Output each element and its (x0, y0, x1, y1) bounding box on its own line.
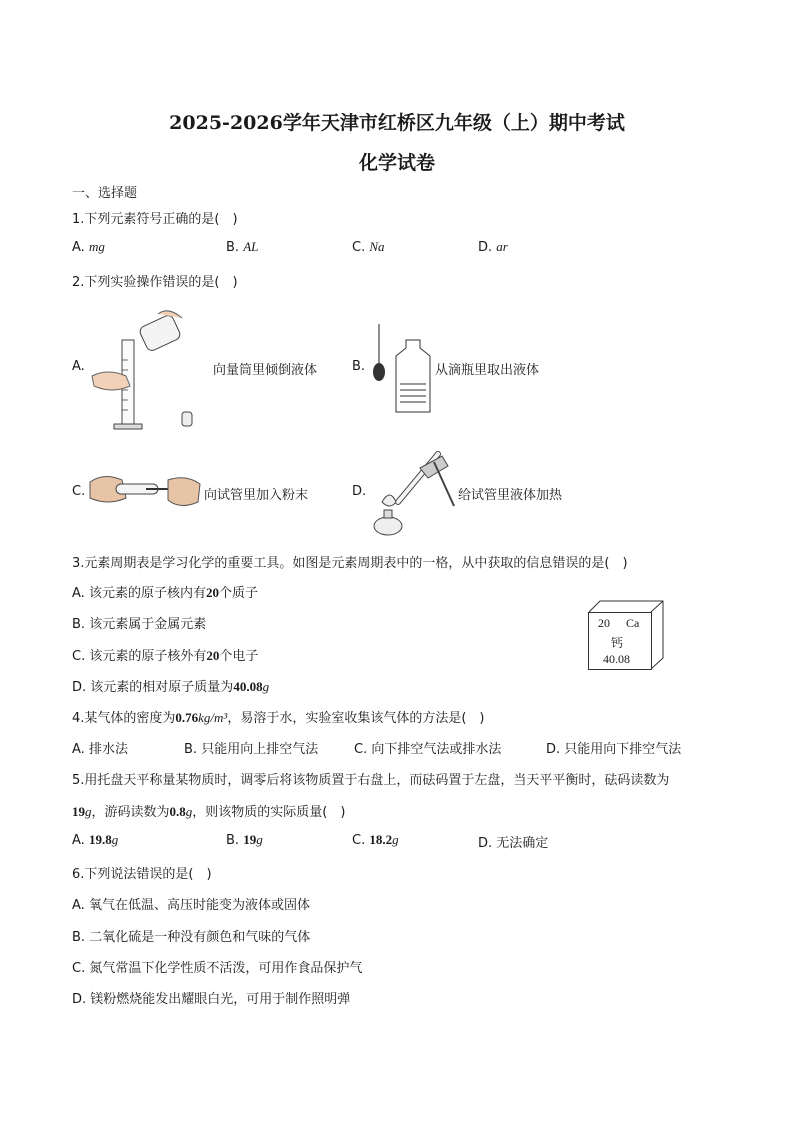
q6-option-d[interactable]: D. 镁粉燃烧能发出耀眼白光，可用于制作照明弹 (72, 992, 351, 1007)
q2-option-a-text: 向量筒里倾倒液体 (213, 363, 318, 378)
q3-option-a[interactable]: A. 该元素的原子核内有20个质子 (72, 585, 258, 601)
test-tube-heating-icon (368, 444, 456, 540)
q6-option-a[interactable]: A. 氧气在低温、高压时能变为液体或固体 (72, 898, 310, 913)
q1-option-b[interactable]: B. AL (226, 239, 259, 255)
q1-option-c[interactable]: C. Na (352, 239, 385, 255)
q4-option-d[interactable]: D. 只能用向下排空气法 (546, 742, 682, 757)
question-6-stem: 6.下列说法错误的是( ) (72, 867, 212, 882)
page-subtitle: 化学试卷 (358, 152, 435, 174)
atomic-mass: 40.08 (603, 652, 630, 666)
q3-option-b[interactable]: B. 该元素属于金属元素 (72, 617, 207, 632)
atomic-number: 20 (598, 616, 610, 630)
q5-option-c[interactable]: C. 18.2g (352, 832, 399, 848)
question-4-stem: 4.某气体的密度为0.76kg/m³，易溶于水，实验室收集该气体的方法是( ) (72, 710, 485, 726)
question-5-stem-line1: 5.用托盘天平称量某物质时，调零后将该物质置于右盘上，而砝码置于左盘，当天平平衡时，砝码读数为 (72, 773, 670, 788)
q3-option-d[interactable]: D. 该元素的相对原子质量为40.08g (72, 679, 270, 695)
q4-option-b[interactable]: B. 只能用向上排空气法 (184, 742, 319, 757)
q2-option-b-label[interactable]: B. (352, 359, 366, 374)
question-1-stem: 1.下列元素符号正确的是( ) (72, 212, 238, 227)
q1-option-d[interactable]: D. ar (478, 239, 508, 255)
q2-option-c-label[interactable]: C. (72, 484, 86, 499)
element-symbol: Ca (626, 616, 640, 630)
question-5-stem-line2: 19g，游码读数为0.8g，则该物质的实际质量( ) (72, 804, 346, 820)
q5-option-a[interactable]: A. 19.8g (72, 832, 119, 848)
q2-option-c-text: 向试管里加入粉末 (204, 488, 309, 503)
section-heading: 一、选择题 (72, 186, 138, 201)
q2-option-d-text: 给试管里液体加热 (458, 488, 563, 503)
q5-option-d[interactable]: D. 无法确定 (478, 836, 549, 851)
q4-option-c[interactable]: C. 向下排空气法或排水法 (354, 742, 502, 757)
test-tube-powder-icon (88, 468, 204, 512)
q3-option-c[interactable]: C. 该元素的原子核外有20个电子 (72, 648, 259, 664)
q4-option-a[interactable]: A. 排水法 (72, 742, 128, 757)
graduated-cylinder-pouring-icon (88, 300, 212, 434)
q6-option-c[interactable]: C. 氮气常温下化学性质不活泼，可用作食品保护气 (72, 961, 363, 976)
q1-option-a[interactable]: A. mg (72, 239, 105, 255)
element-name: 钙 (611, 636, 624, 650)
page-title: 2025-2026学年天津市红桥区九年级（上）期中考试 (169, 112, 625, 134)
q2-option-d-label[interactable]: D. (352, 484, 367, 499)
q6-option-b[interactable]: B. 二氧化硫是一种没有颜色和气味的气体 (72, 930, 311, 945)
question-3-stem: 3.元素周期表是学习化学的重要工具。如图是元素周期表中的一格，从中获取的信息错误的是( ) (72, 556, 628, 571)
dropper-bottle-icon (366, 322, 434, 414)
question-2-stem: 2.下列实验操作错误的是( ) (72, 275, 238, 290)
q2-option-a-label[interactable]: A. (72, 359, 85, 374)
q5-option-b[interactable]: B. 19g (226, 832, 263, 848)
q2-option-b-text: 从滴瓶里取出液体 (435, 363, 540, 378)
periodic-table-cell (588, 600, 664, 670)
